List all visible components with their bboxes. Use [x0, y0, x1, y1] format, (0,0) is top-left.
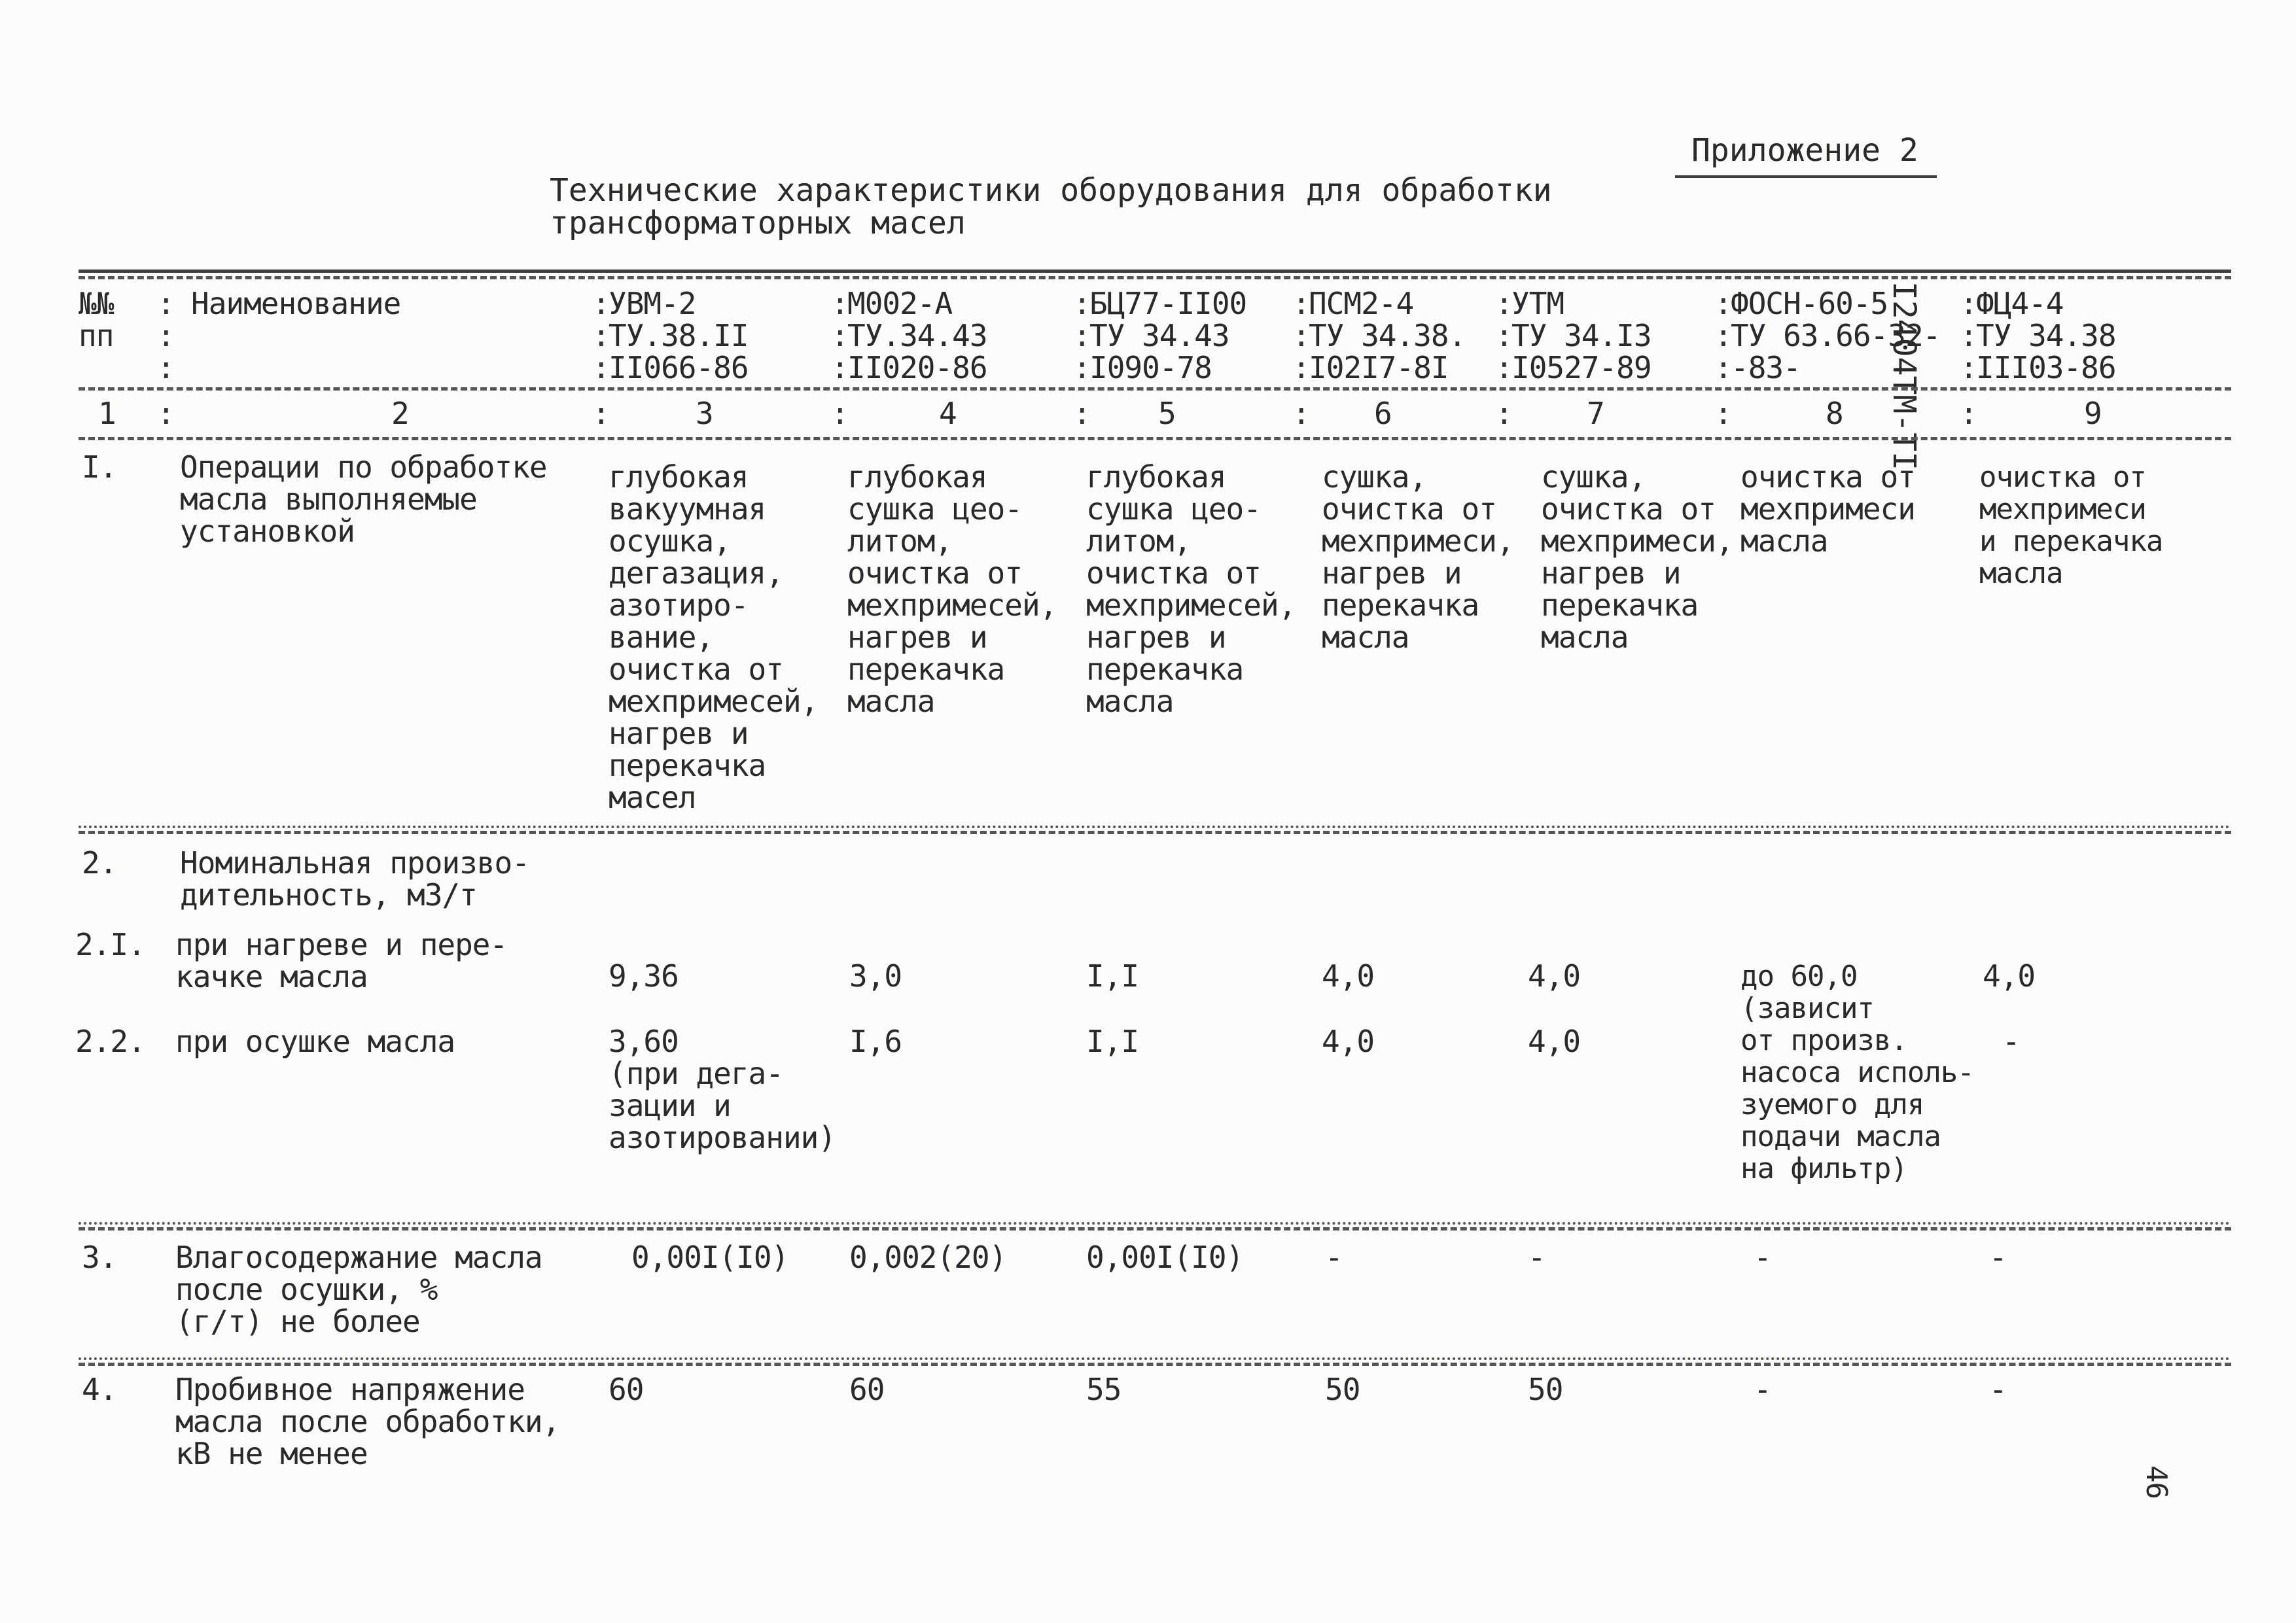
table-top-rule-dashed [79, 276, 2231, 279]
row3-rule-dashed [79, 1363, 2231, 1366]
row4-col7: 50 [1528, 1372, 1563, 1407]
table-top-rule [79, 270, 2231, 273]
row3-col5: 0,00I(I0) [1086, 1240, 1244, 1275]
index-8: 8 [1826, 396, 1843, 431]
header-num: №№ пп [79, 286, 114, 353]
row22-col4: I,6 [849, 1024, 902, 1059]
row4-col4: 60 [849, 1372, 885, 1407]
row21-col9: 4,0 [1983, 958, 2036, 994]
row21-num: 2.I. [75, 927, 145, 962]
row21-col5: I,I [1086, 958, 1139, 994]
header-separator: : : : [1292, 286, 1310, 385]
header-col-4: М002-А ТУ.34.43 II020-86 [847, 286, 987, 385]
row2-name: Номинальная произво- дительность, м3/т [180, 845, 529, 913]
row1-col8: очистка от мехпримеси масла [1740, 459, 1915, 559]
row1-col9: очистка от мехпримеси и перекачка масла [1979, 461, 2163, 590]
page-number: 46 [2140, 1465, 2173, 1499]
header-separator: : : : [1960, 286, 1977, 385]
header-col-8: ФОСН-60-5 ТУ 63.66-32- -83- [1731, 286, 1941, 385]
header-col-7: УТМ ТУ 34.I3 I0527-89 [1511, 286, 1651, 385]
appendix-label: Приложение 2 [1691, 132, 1918, 169]
row22-col3: 3,60 (при дега- зации и азотировании) [609, 1024, 836, 1155]
row1-col4: глубокая сушка цео- литом, очистка от мехпримесей, нагрев и перекачка масла [847, 459, 1057, 719]
header-col-5: БЦ77-II00 ТУ 34.43 I090-78 [1089, 286, 1247, 385]
row21-col4: 3,0 [849, 958, 902, 994]
index-separator: : [831, 396, 849, 431]
index-7: 7 [1587, 396, 1604, 431]
header-col-6: ПСМ2-4 ТУ 34.38. I02I7-8I [1309, 286, 1466, 385]
row4-col8: - [1754, 1372, 1771, 1407]
index-separator: : [1714, 396, 1732, 431]
row3-col8: - [1754, 1240, 1771, 1275]
index-6: 6 [1374, 396, 1392, 431]
row2-rule-dashed [79, 1227, 2231, 1230]
index-separator: : [1073, 396, 1091, 431]
row4-name: Пробивное напряжение масла после обработки, кВ не менее [175, 1372, 560, 1471]
row22-col5: I,I [1086, 1024, 1139, 1059]
row22-col9: - [2002, 1024, 2020, 1059]
row1-rule-dashed [79, 831, 2231, 834]
row4-col9: - [1989, 1372, 2007, 1407]
index-separator: : [157, 396, 175, 431]
document-code-vertical: I2404ТМ-ТI [1886, 281, 1922, 470]
row3-name: Влагосодержание масла после осушки, % (г/т) не более [175, 1240, 542, 1339]
row21-name: при нагреве и пере- качке масла [175, 927, 508, 994]
index-3: 3 [696, 396, 713, 431]
index-2: 2 [391, 396, 409, 431]
row3-rule [79, 1357, 2231, 1360]
index-separator: : [1292, 396, 1310, 431]
index-separator: : [1960, 396, 1977, 431]
row2-num: 2. [82, 845, 117, 881]
row1-name: Операции по обработке масла выполняемые установкой [180, 449, 547, 549]
header-name: Наименование [191, 286, 401, 321]
row3-col6: - [1325, 1240, 1343, 1275]
row22-num: 2.2. [75, 1024, 145, 1059]
header-col-3: УВМ-2 ТУ.38.II II066-86 [609, 286, 749, 385]
row3-col3: 0,00I(I0) [631, 1240, 789, 1275]
header-rule [79, 387, 2231, 391]
index-rule [79, 437, 2231, 440]
index-9: 9 [2084, 396, 2102, 431]
row21-col8: до 60,0 (зависит от произв. насоса исполь- зуемого для подачи масла на фильтр) [1740, 960, 1974, 1185]
header-separator: : : : [1495, 286, 1513, 385]
title-line-1: Технические характеристики оборудования для обработки [550, 172, 1552, 209]
row1-col3: глубокая вакуумная осушка, дегазация, азотиро- вание, очистка от мехпримесей, нагрев и перекачка масел [609, 459, 819, 815]
row3-col7: - [1528, 1240, 1545, 1275]
row3-num: 3. [82, 1240, 117, 1275]
header-col-9: ФЦ4-4 ТУ 34.38 III03-86 [1976, 286, 2116, 385]
row3-col4: 0,002(20) [849, 1240, 1007, 1275]
row21-col7: 4,0 [1528, 958, 1581, 994]
row22-col6: 4,0 [1322, 1024, 1375, 1059]
row4-col3: 60 [609, 1372, 644, 1407]
row3-col9: - [1989, 1240, 2007, 1275]
index-1: 1 [98, 396, 116, 431]
row4-num: 4. [82, 1372, 117, 1407]
row2-rule [79, 1222, 2231, 1225]
header-separator: : : : [1714, 286, 1732, 385]
header-separator: : : : [157, 286, 175, 385]
header-separator: : : : [831, 286, 849, 385]
row1-col7: сушка, очистка от мехпримеси, нагрев и перекачка масла [1541, 459, 1733, 655]
header-separator: : : : [1073, 286, 1091, 385]
row21-col6: 4,0 [1322, 958, 1375, 994]
index-separator: : [1495, 396, 1513, 431]
row1-col5: глубокая сушка цео- литом, очистка от мехпримесей, нагрев и перекачка масла [1086, 459, 1296, 719]
row1-num: I. [82, 449, 117, 485]
row21-col3: 9,36 [609, 958, 679, 994]
index-separator: : [592, 396, 610, 431]
row22-col7: 4,0 [1528, 1024, 1581, 1059]
appendix-underline [1675, 175, 1937, 178]
row4-col6: 50 [1325, 1372, 1360, 1407]
row1-rule [79, 826, 2231, 828]
index-5: 5 [1158, 396, 1176, 431]
row1-col6: сушка, очистка от мехпримеси, нагрев и перекачка масла [1322, 459, 1514, 655]
row4-col5: 55 [1086, 1372, 1122, 1407]
header-separator: : : : [592, 286, 610, 385]
index-4: 4 [939, 396, 957, 431]
row22-name: при осушке масла [175, 1024, 455, 1059]
title-line-2: трансформаторных масел [550, 205, 966, 241]
